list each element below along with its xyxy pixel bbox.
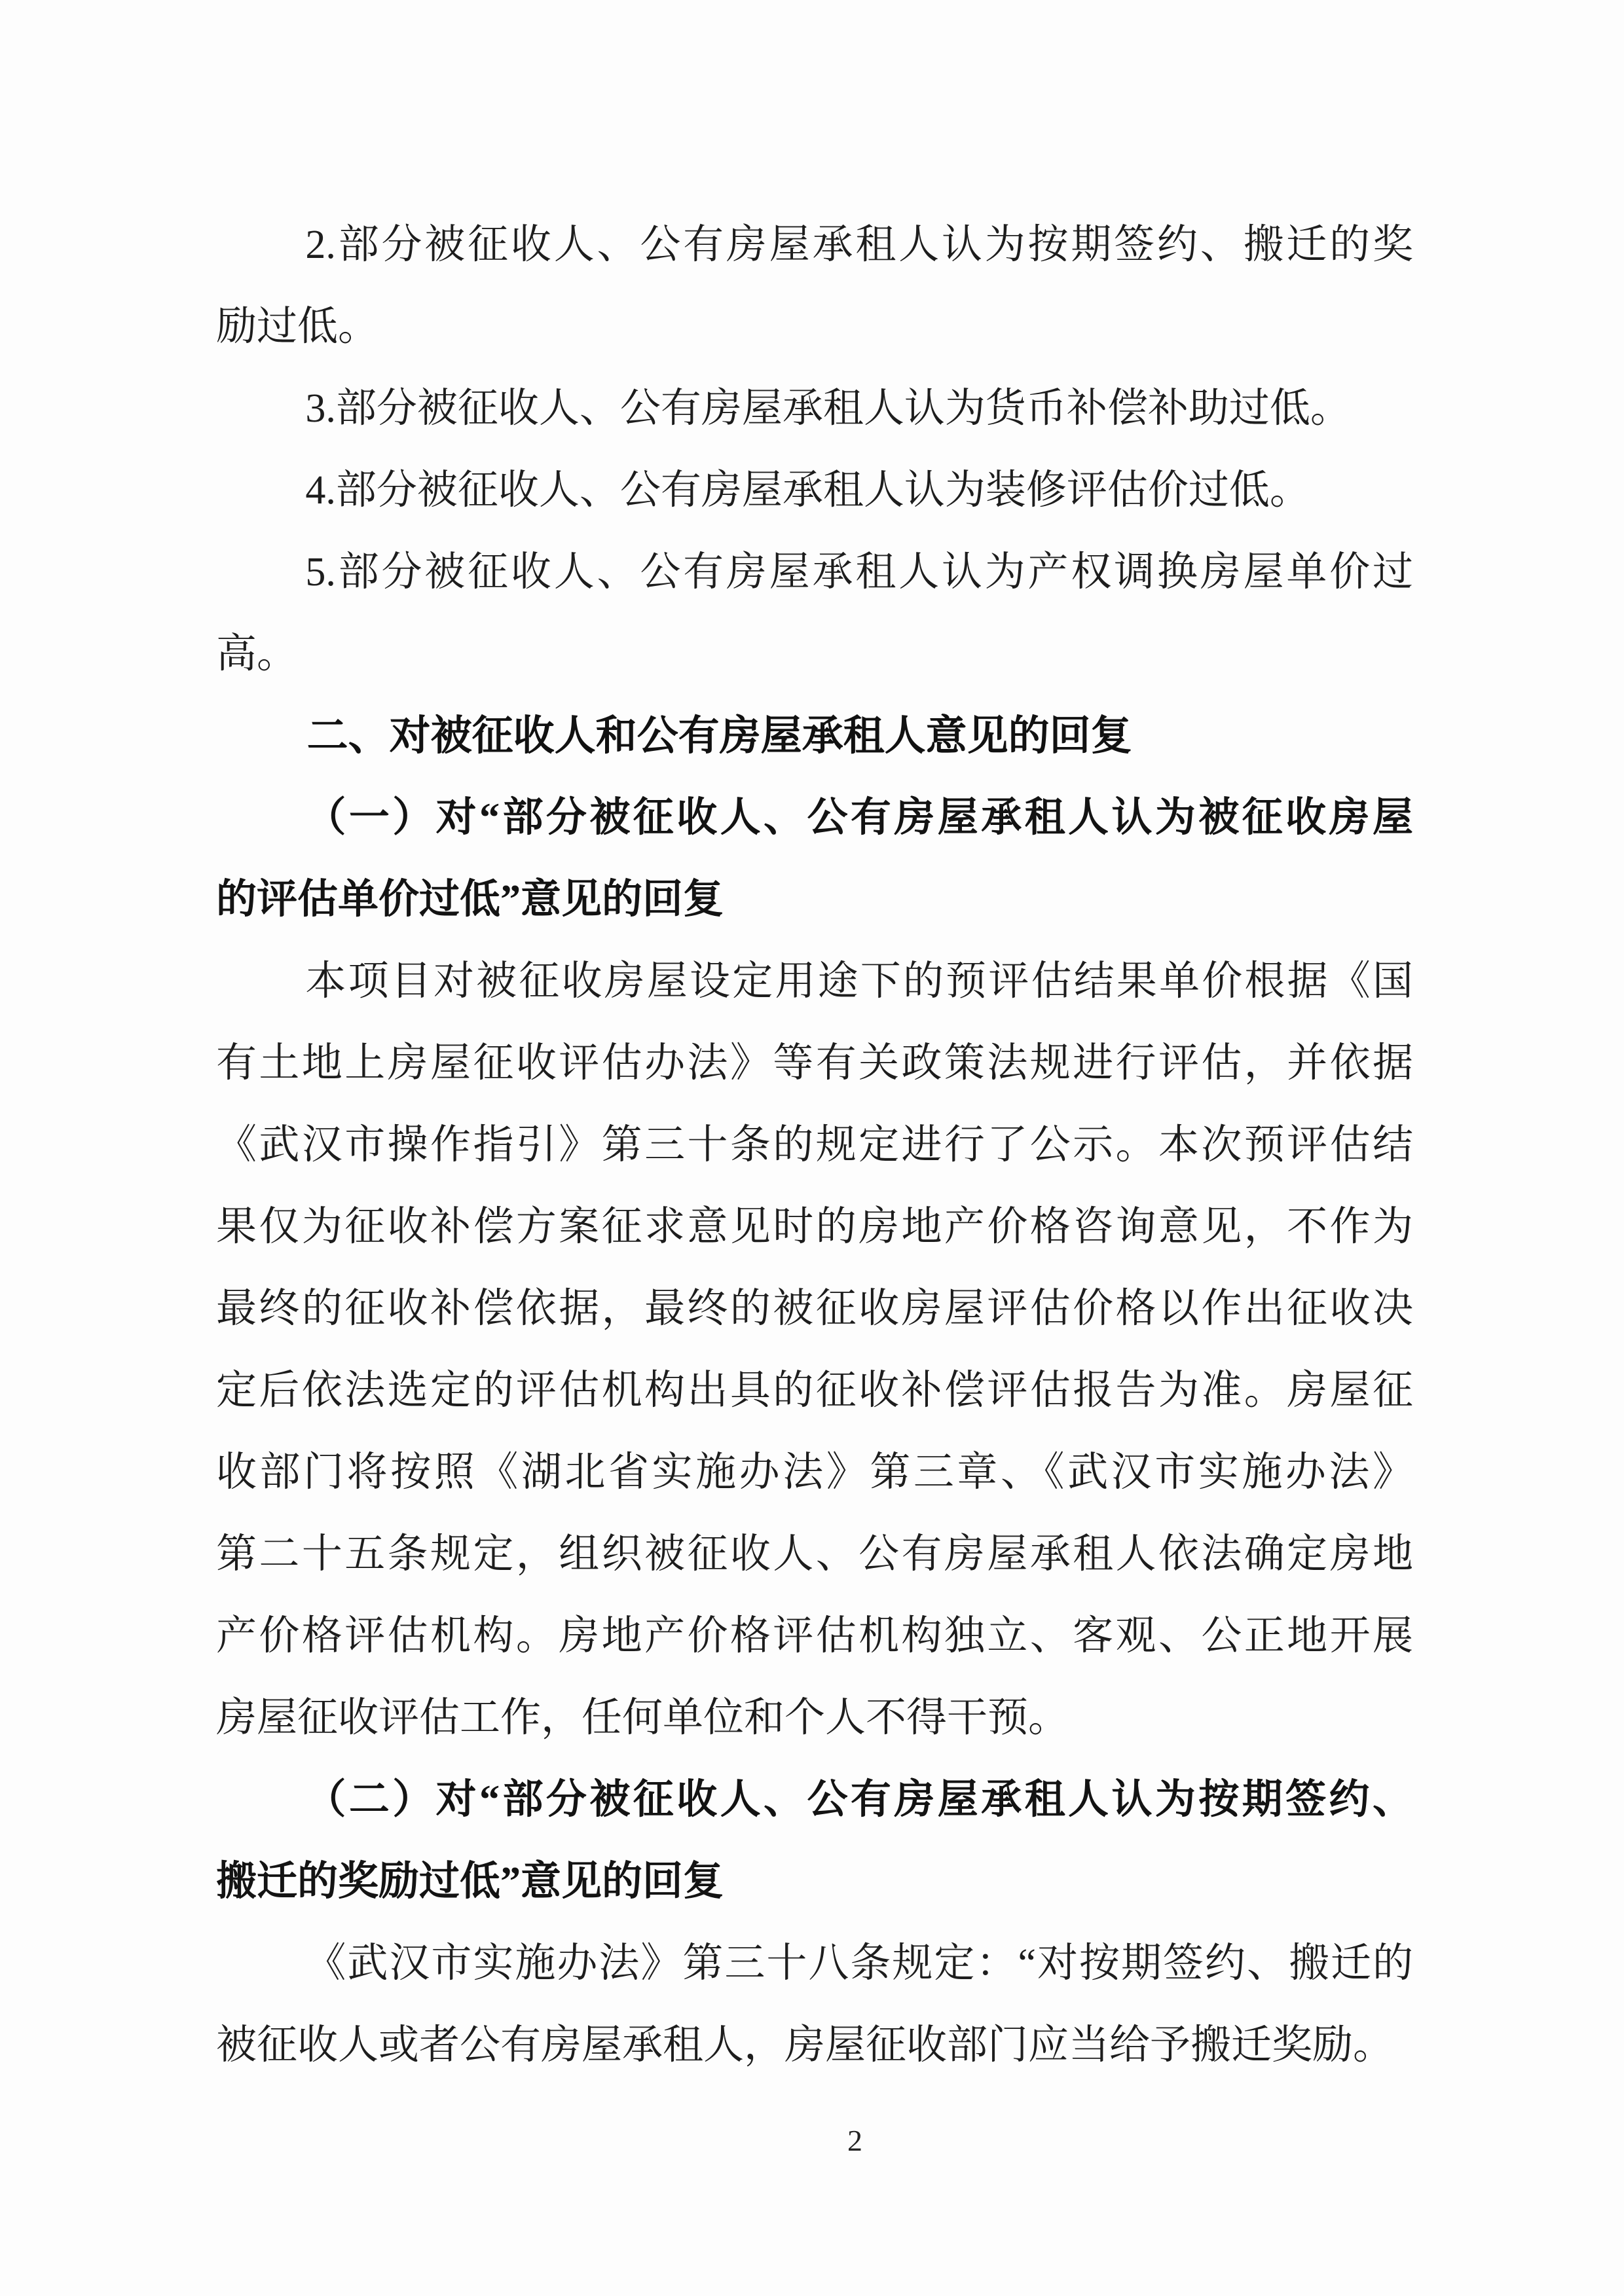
doc-line: 4.部分被征收人、公有房屋承租人认为装修评估价过低。 (305, 468, 1310, 513)
doc-line: 被征收人或者公有房屋承租人，房屋征收部门应当给予搬迁奖励。 (216, 2023, 1394, 2068)
doc-line: 产价格评估机构。房地产价格评估机构独立、客观、公正地开展 (216, 1614, 1413, 1658)
doc-line: 最终的征收补偿依据，最终的被征收房屋评估价格以作出征收决 (216, 1286, 1413, 1331)
doc-line: 5.部分被征收人、公有房屋承租人认为产权调换房屋单价过 (305, 550, 1413, 594)
document-body (216, 204, 1413, 2086)
doc-line: 2.部分被征收人、公有房屋承租人认为按期签约、搬迁的奖 (305, 223, 1413, 267)
doc-line: 本项目对被征收房屋设定用途下的预评估结果单价根据《国 (305, 959, 1413, 1004)
subsection-1-heading-line-2: 的评估单价过低”意见的回复 (216, 877, 724, 922)
doc-line: 果仅为征收补偿方案征求意见时的房地产价格咨询意见，不作为 (216, 1205, 1413, 1249)
doc-line: 3.部分被征收人、公有房屋承租人认为货币补偿补助过低。 (305, 386, 1351, 431)
section-2-heading: 二、对被征收人和公有房屋承租人意见的回复 (306, 713, 1132, 759)
doc-line: 定后依法选定的评估机构出具的征收补偿评估报告为准。房屋征 (216, 1368, 1413, 1413)
doc-line: 高。 (216, 632, 298, 676)
doc-line: 励过低。 (216, 304, 379, 349)
doc-line: 《武汉市操作指引》第三十条的规定进行了公示。本次预评估结 (216, 1123, 1413, 1167)
subsection-1-heading-line-1: （一）对“部分被征收人、公有房屋承租人认为被征收房屋 (305, 795, 1413, 840)
doc-line: 《武汉市实施办法》第三十八条规定：“对按期签约、搬迁的 (305, 1941, 1413, 1986)
doc-line: 收部门将按照《湖北省实施办法》第三章、《武汉市实施办法》 (216, 1450, 1413, 1495)
subsection-2-heading-line-2: 搬迁的奖励过低”意见的回复 (216, 1859, 724, 1904)
subsection-2-heading-line-1: （二）对“部分被征收人、公有房屋承租人认为按期签约、 (305, 1777, 1413, 1822)
doc-line: 第二十五条规定，组织被征收人、公有房屋承租人依法确定房地 (216, 1532, 1413, 1576)
page-number: 2 (847, 2124, 862, 2157)
doc-line: 房屋征收评估工作，任何单位和个人不得干预。 (216, 1696, 1069, 1740)
doc-line: 有土地上房屋征收评估办法》等有关政策法规进行评估，并依据 (216, 1041, 1413, 1085)
